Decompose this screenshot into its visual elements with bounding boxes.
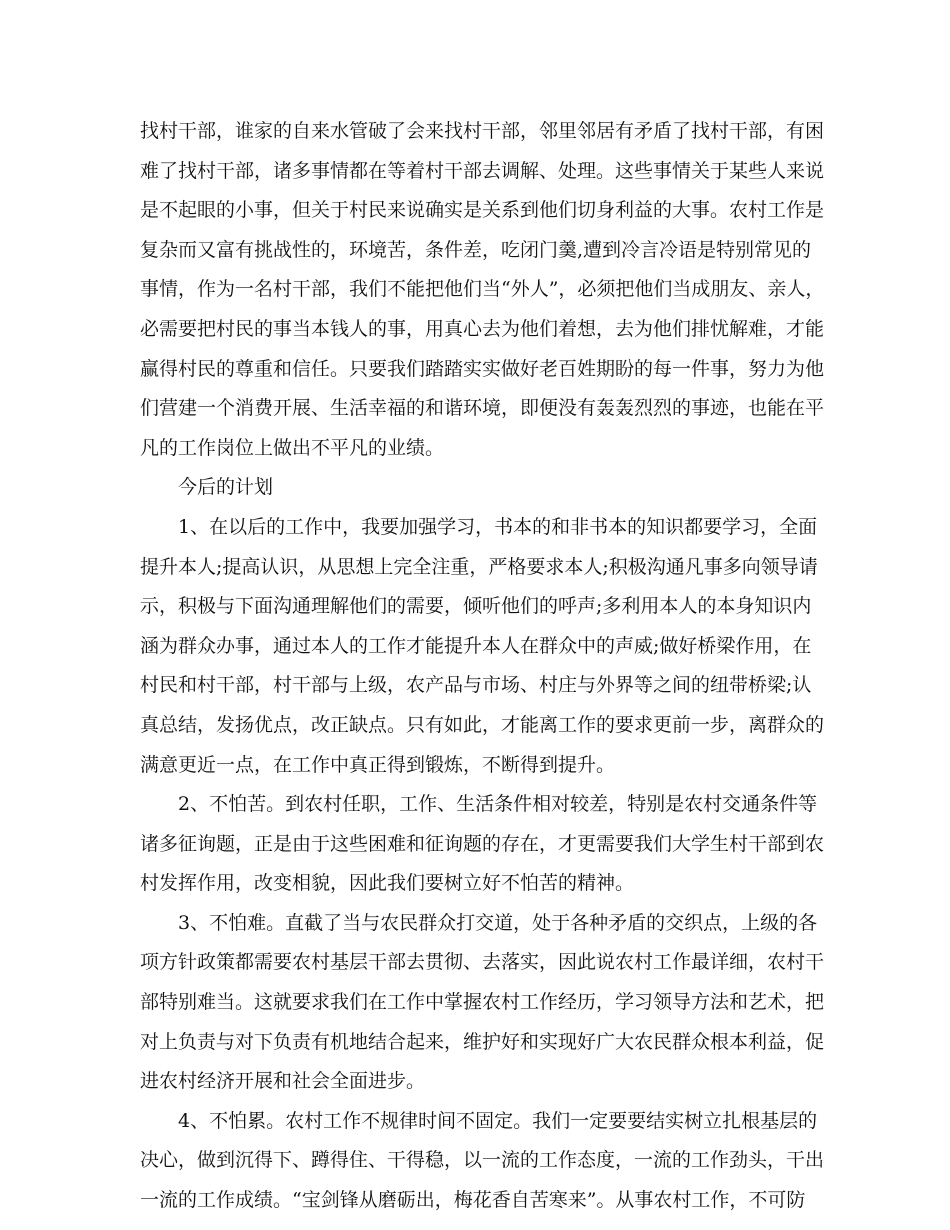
text-line: 赢得村民的尊重和信任。只要我们踏踏实实做好老百姓期盼的每一件事，努力为他 <box>140 357 825 380</box>
text-line: 凡的工作岗位上做出不平凡的业绩。 <box>140 436 445 459</box>
document-body <box>140 112 825 1221</box>
text-line: 诸多征询题，正是由于这些困难和征询题的存在，才更需要我们大学生村干部到农 <box>140 832 825 855</box>
paragraph-plan-3 <box>140 904 825 1102</box>
text-line: 村民和村干部，村干部与上级，农产品与市场、村庄与外界等之间的纽带桥梁;认 <box>140 674 812 697</box>
text-line: 4、不怕累。农村工作不规律时间不固定。我们一定要要结实树立扎根基层的 <box>178 1109 818 1132</box>
text-line: 1、在以后的工作中，我要加强学习，书本的和非书本的知识都要学习，全面 <box>178 515 818 538</box>
text-line: 决心，做到沉得下、蹲得住、干得稳，以一流的工作态度，一流的工作劲头，干出 <box>140 1149 825 1172</box>
text-line: 事情，作为一名村干部，我们不能把他们当“外人”，必须把他们当成朋友、亲人， <box>140 278 825 301</box>
paragraph-plan-2 <box>140 785 825 904</box>
paragraph-plan-4 <box>140 1102 825 1221</box>
text-line: 复杂而又富有挑战性的，环境苦，条件差，吃闭门羹,遭到冷言冷语是特别常见的 <box>140 238 812 261</box>
text-line: 满意更近一点，在工作中真正得到锻炼，不断得到提升。 <box>140 753 616 776</box>
text-line: 必需要把村民的事当本钱人的事，用真心去为他们着想，去为他们排忧解难，才能 <box>140 317 825 340</box>
text-line: 示，积极与下面沟通理解他们的需要，倾听他们的呼声;多利用本人的本身知识内 <box>140 595 812 618</box>
text-line: 部特别难当。这就要求我们在工作中掌握农村工作经历，学习领导方法和艺术，把 <box>140 991 825 1014</box>
text-line: 进农村经济开展和社会全面进步。 <box>140 1070 426 1093</box>
text-line: 找村干部，谁家的自来水管破了会来找村干部，邻里邻居有矛盾了找村干部，有困 <box>140 120 825 142</box>
text-line: 2、不怕苦。到农村任职，工作、生活条件相对较差，特别是农村交通条件等 <box>178 793 818 816</box>
paragraph-intro-continued <box>140 112 825 468</box>
paragraph-plan-1 <box>140 508 825 785</box>
text-line: 3、不怕难。直截了当与农民群众打交道，处于各种矛盾的交织点，上级的各 <box>178 911 818 934</box>
text-line: 是不起眼的小事，但关于村民来说确实是关系到他们切身利益的大事。农村工作是 <box>140 199 825 222</box>
text-line: 村发挥作用，改变相貌，因此我们要树立好不怕苦的精神。 <box>140 872 635 895</box>
text-line: 提升本人;提高认识，从思想上完全注重，严格要求本人;积极沟通凡事多向领导请 <box>140 555 818 578</box>
paragraph-section-heading <box>140 468 810 508</box>
text-line: 今后的计划 <box>178 476 274 499</box>
text-line: 涵为群众办事，通过本人的工作才能提升本人在群众中的声威;做好桥梁作用，在 <box>140 634 812 657</box>
text-line: 们营建一个消费开展、生活幸福的和谐环境，即便没有轰轰烈烈的事迹，也能在平 <box>140 397 825 420</box>
text-line: 真总结，发扬优点，改正缺点。只有如此，才能离工作的要求更前一步，离群众的 <box>140 713 825 736</box>
text-line: 一流的工作成绩。“宝剑锋从磨砺出，梅花香自苦寒来”。从事农村工作，不可防 <box>140 1189 806 1212</box>
text-line: 难了找村干部，诸多事情都在等着村干部去调解、处理。这些事情关于某些人来说 <box>140 159 825 182</box>
text-line: 项方针政策都需要农村基层干部去贯彻、去落实，因此说农村工作最详细，农村干 <box>140 951 825 974</box>
text-line: 对上负责与对下负责有机地结合起来，维护好和实现好广大农民群众根本利益，促 <box>140 1030 825 1053</box>
